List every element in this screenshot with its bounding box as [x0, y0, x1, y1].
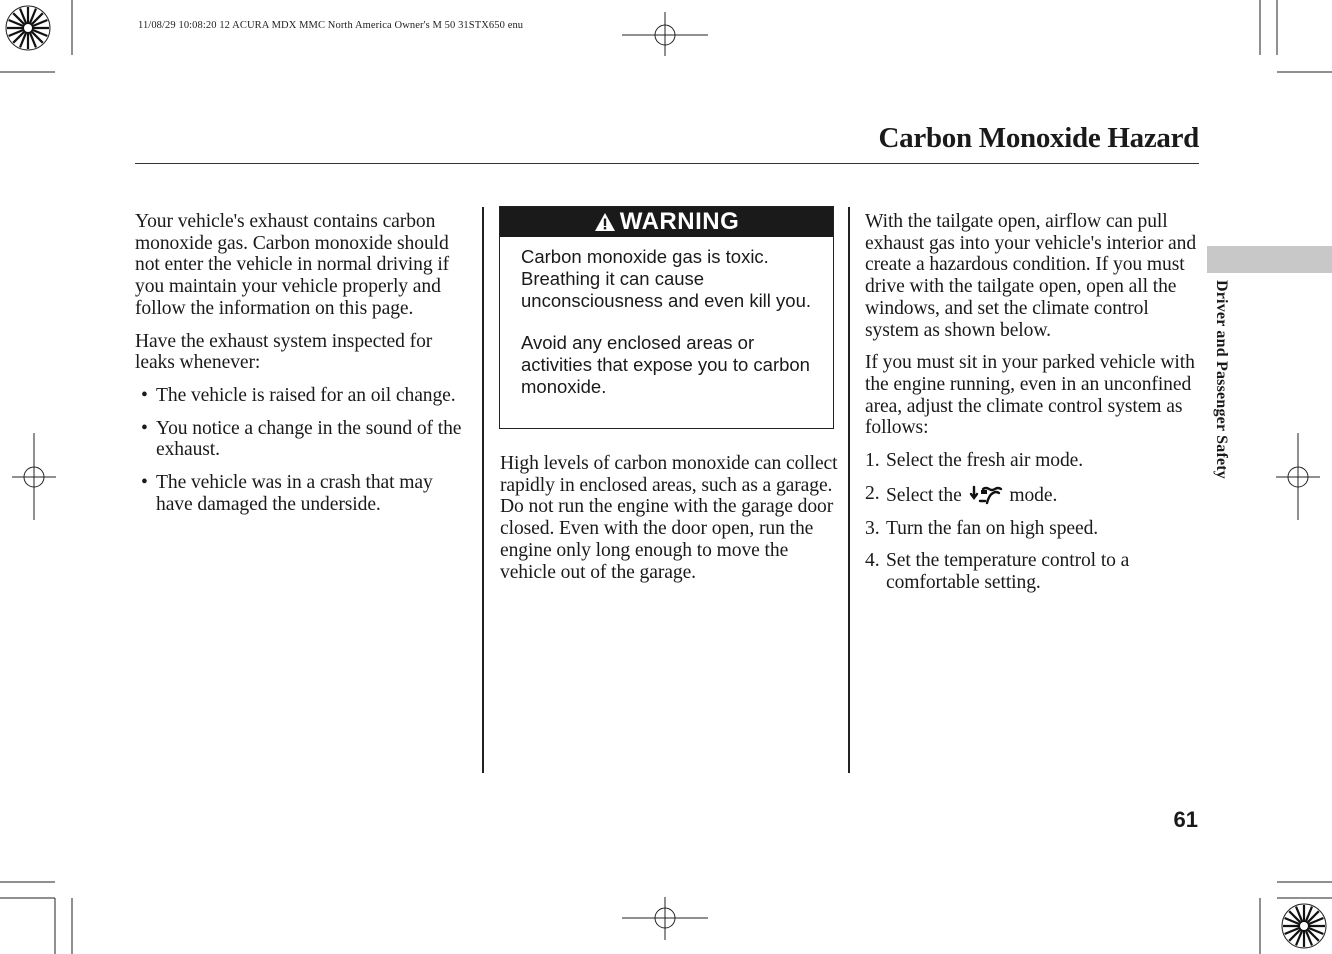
tailgate-paragraph: With the tailgate open, airflow can pull exhaust gas into your vehicle's interior and create a hazardous condition. If you must drive with the tailgate open, open all the windows, and set the climate control system as shown below. — [865, 211, 1197, 341]
list-item — [865, 550, 1200, 593]
warning-header — [500, 207, 833, 237]
warning-box — [499, 206, 834, 429]
warning-text-1: Carbon monoxide gas is toxic. Breathing it can cause unconsciousness and even kill you. — [521, 246, 812, 311]
title-rule — [135, 163, 1199, 164]
climate-steps — [865, 450, 1200, 594]
column-3 — [865, 211, 1200, 605]
column-divider-2 — [848, 207, 850, 773]
page-title: Carbon Monoxide Hazard — [878, 122, 1199, 154]
warning-text-2: Avoid any enclosed areas or activities that expose you to carbon monoxide. — [521, 332, 810, 397]
print-info: 11/08/29 10:08:20 12 ACURA MDX MMC North America Owner's M 50 31STX650 enu — [138, 20, 524, 31]
list-item — [865, 483, 1200, 507]
step-number: 1. — [865, 450, 880, 472]
step-number: 4. — [865, 550, 880, 572]
list-item — [865, 450, 1200, 472]
step-text-pre: Select the — [886, 484, 962, 506]
step-text: Select the fresh air mode. — [886, 450, 1084, 472]
step-text: Turn the fan on high speed. — [886, 517, 1099, 539]
list-item: • You notice a change in the sound of the exhaust. — [135, 418, 470, 461]
column-2 — [500, 453, 840, 594]
list-item: • The vehicle is raised for an oil change. — [135, 385, 470, 407]
column-1 — [135, 211, 470, 526]
floor-defrost-mode-icon — [969, 483, 1003, 507]
parked-paragraph: If you must sit in your parked vehicle with the engine running, even in an unconfined area, adjust the climate control system as follows: — [865, 352, 1195, 439]
warning-triangle-icon — [594, 212, 616, 232]
page-number: 61 — [1173, 807, 1198, 832]
inspect-list — [135, 385, 470, 516]
list-item: • The vehicle was in a crash that may have damaged the underside. — [135, 472, 470, 515]
step-number: 3. — [865, 517, 880, 539]
step-text-post: mode. — [1009, 484, 1058, 506]
column-divider-1 — [482, 207, 484, 773]
intro-paragraph: Your vehicle's exhaust contains carbon monoxide gas. Carbon monoxide should not enter the vehicle in normal driving if you maintain your vehicle properly and follow the information on this page. — [135, 211, 450, 319]
garage-paragraph: High levels of carbon monoxide can collect rapidly in enclosed areas, such as a garage. Do not run the engine with the garage door closed. Even with the door open, run the engine only long enough to move the vehicle out of the garage. — [500, 453, 838, 583]
step-number: 2. — [865, 482, 880, 504]
section-tab-label: Driver and Passenger Safety — [1213, 280, 1230, 480]
section-tab — [1207, 246, 1332, 273]
warning-label: WARNING — [619, 208, 740, 235]
inspect-paragraph: Have the exhaust system inspected for leaks whenever: — [135, 330, 433, 374]
warning-body — [500, 237, 833, 398]
list-item — [865, 518, 1200, 540]
step-text: Set the temperature control to a comfortable setting. — [886, 550, 1130, 594]
